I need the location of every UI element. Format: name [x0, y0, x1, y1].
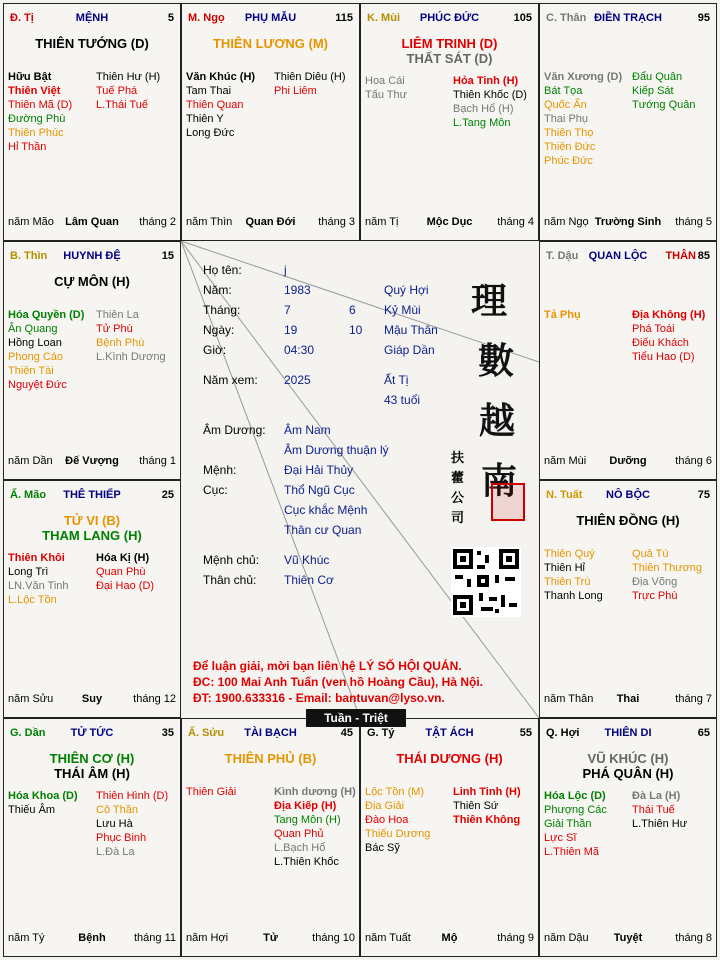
- value-menh-chu: Vũ Khúc: [284, 553, 330, 567]
- palace-hoi[interactable]: [539, 718, 717, 957]
- palace-mao[interactable]: [3, 480, 181, 718]
- minor-star: Thiên Phúc: [8, 127, 64, 139]
- label-than-chu: Thân chủ:: [203, 573, 257, 587]
- left-stars-column: [544, 308, 581, 322]
- main-stars: [182, 751, 359, 766]
- minor-star: Thiên Giải: [186, 786, 237, 798]
- palace-branch: C. Thân: [546, 12, 587, 24]
- main-stars: [361, 36, 538, 66]
- label-menh-chu: Mệnh chủ:: [203, 553, 260, 567]
- minor-star: Thiên Khôi: [8, 552, 65, 564]
- palace-header: [188, 12, 353, 26]
- palace-number: 95: [697, 12, 710, 24]
- minor-star: Tướng Quân: [632, 99, 696, 111]
- minor-star: Kiếp Sát: [632, 85, 674, 97]
- minor-star: L.Đà La: [96, 846, 135, 858]
- palace-branch: T. Dậu: [546, 250, 579, 262]
- value-menh: Đại Hải Thủy: [284, 463, 354, 477]
- right-stars-column: [96, 70, 160, 112]
- minor-star: Tả Phụ: [544, 309, 581, 321]
- palace-header: [10, 12, 174, 26]
- palace-header: [546, 727, 710, 741]
- footer-stage: Thai: [616, 693, 640, 705]
- footer-year: năm Hợi: [186, 932, 229, 944]
- footer-stage: Dưỡng: [609, 455, 647, 467]
- right-stars-column: [274, 785, 356, 869]
- minor-star: Đào Hoa: [365, 814, 409, 826]
- minor-star: Phục Binh: [96, 832, 147, 844]
- main-star: THIÊN PHỦ (B): [224, 751, 317, 766]
- left-stars-column: [8, 789, 78, 817]
- value-nam-xem: 2025: [284, 373, 311, 387]
- calligraphy-char-1: 理: [471, 280, 508, 322]
- label-nam-xem: Năm xem:: [203, 373, 258, 387]
- right-stars-column: [632, 789, 687, 831]
- minor-star: Hỉ Thần: [8, 141, 47, 153]
- minor-star: Địa Không (H): [632, 309, 706, 321]
- value-cuc-3: Thân cư Quan: [284, 523, 362, 537]
- minor-star: L.Bạch Hổ: [274, 842, 326, 854]
- footer-year: năm Dậu: [544, 932, 589, 944]
- left-stars-column: [8, 308, 84, 392]
- palace-branch: G. Dần: [10, 727, 46, 739]
- palace-name: MỆNH: [75, 12, 109, 24]
- left-stars-column: [544, 789, 607, 859]
- palace-branch: Ấ. Sửu: [188, 727, 225, 739]
- minor-star: Quả Tú: [632, 548, 669, 560]
- value-gio-can: Giáp Dần: [384, 343, 435, 357]
- left-stars-column: [544, 547, 603, 603]
- minor-star: Phượng Các: [544, 804, 607, 816]
- value-ho-ten: j: [284, 263, 287, 277]
- palace-header: [188, 727, 353, 741]
- minor-star: Thiên Đức: [544, 141, 596, 153]
- palace-name: PHỤ MẪU: [244, 12, 297, 24]
- main-star: VŨ KHÚC (H): [587, 751, 669, 766]
- minor-star: L.Thiên Hư: [632, 818, 688, 830]
- footer-year: năm Sửu: [8, 693, 54, 705]
- left-stars-column: [8, 70, 72, 154]
- label-am-duong: Âm Dương:: [203, 423, 266, 437]
- main-stars: [4, 274, 180, 289]
- minor-star: Hỏa Tinh (H): [453, 75, 519, 87]
- palace-footer: [544, 216, 712, 230]
- palace-number: 15: [161, 250, 174, 262]
- minor-star: Hồng Loan: [8, 337, 62, 349]
- main-stars: [182, 36, 359, 51]
- footer-month: tháng 1: [139, 455, 176, 467]
- palace-number: 75: [697, 489, 710, 501]
- palace-branch: M. Ngọ: [188, 12, 225, 24]
- palace-footer: [8, 216, 176, 230]
- minor-star: L.Lộc Tồn: [8, 594, 57, 606]
- value-than-chu: Thiên Cơ: [284, 573, 334, 587]
- palace-number: 55: [519, 727, 532, 739]
- minor-star: Tử Phù: [96, 323, 133, 335]
- left-stars-column: [544, 70, 622, 168]
- minor-star: L.Kình Dương: [96, 351, 166, 363]
- minor-star: Hữu Bật: [8, 71, 52, 83]
- small-char-2: 藿: [451, 471, 465, 486]
- palace-name: TỬ TỨC: [70, 727, 114, 739]
- palace-header: [546, 12, 710, 26]
- value-am-duong-2: Âm Dương thuận lý: [284, 443, 389, 457]
- palace-ti[interactable]: [3, 3, 181, 241]
- main-stars: [4, 751, 180, 781]
- minor-star: Đẩu Quân: [632, 71, 683, 83]
- palace-thin[interactable]: [3, 241, 181, 480]
- tuan-triet-label: Tuần - Triệt: [306, 709, 406, 727]
- palace-number: 5: [167, 12, 174, 24]
- minor-star: Trực Phù: [632, 590, 678, 602]
- main-star: CỰ MÔN (H): [54, 274, 130, 289]
- minor-star: Thiên Trù: [544, 576, 591, 588]
- right-stars-column: [96, 551, 154, 593]
- minor-star: Thiên Không: [453, 814, 521, 826]
- calligraphy-char-2: 數: [478, 340, 515, 382]
- main-star: THẤT SÁT (D): [406, 51, 493, 66]
- minor-star: Đường Phù: [8, 113, 66, 125]
- palace-header: [367, 12, 532, 26]
- right-stars-column: [632, 308, 705, 364]
- palace-header: [546, 489, 710, 503]
- minor-star: Lưu Hà: [96, 818, 133, 830]
- calligraphy-char-3: 越: [479, 400, 516, 442]
- contact-line-1: Để luận giải, mời bạn liên hệ LÝ SỐ HỘI QUÁN.: [193, 659, 462, 673]
- minor-star: Địa Kiếp (H): [274, 800, 337, 812]
- main-star: PHÁ QUÂN (H): [582, 766, 674, 781]
- footer-stage: Suy: [81, 693, 103, 705]
- minor-star: Giải Thần: [544, 818, 592, 830]
- palace-ngo[interactable]: [181, 3, 360, 241]
- palace-than[interactable]: [539, 3, 717, 241]
- footer-year: năm Mão: [8, 216, 54, 228]
- value-cuc-2: Cục khắc Mệnh: [284, 503, 368, 517]
- minor-star: Đà La (H): [632, 790, 681, 802]
- minor-star: Tấu Thư: [365, 89, 408, 101]
- left-stars-column: [186, 785, 236, 799]
- minor-star: LN.Văn Tinh: [8, 580, 69, 592]
- minor-star: Thiên Thọ: [544, 127, 594, 139]
- minor-star: Phá Toái: [632, 323, 675, 335]
- right-stars-column: [632, 70, 696, 112]
- red-seal-icon: [491, 483, 525, 521]
- palace-number: 105: [513, 12, 532, 24]
- minor-star: Điếu Khách: [632, 337, 689, 349]
- minor-star: Tam Thai: [186, 85, 232, 97]
- footer-year: năm Dần: [8, 455, 53, 467]
- palace-tuat[interactable]: [539, 480, 717, 718]
- minor-star: Văn Xương (D): [544, 71, 623, 83]
- footer-year: năm Thân: [544, 693, 594, 705]
- palace-branch: G. Tý: [367, 727, 395, 739]
- palace-name: THÊ THIẾP: [63, 489, 121, 501]
- palace-footer: [544, 455, 712, 469]
- main-stars: [4, 36, 180, 51]
- palace-footer: [365, 216, 534, 230]
- footer-month: tháng 4: [497, 216, 534, 228]
- palace-footer: [8, 932, 176, 946]
- right-stars-column: [453, 74, 527, 130]
- calligraphy-char-4: 南: [481, 460, 518, 502]
- right-stars-column: [453, 785, 521, 827]
- footer-year: năm Tị: [365, 216, 399, 228]
- minor-star: Thiên Quan: [186, 99, 244, 111]
- palace-branch: Đ. Tị: [10, 12, 34, 24]
- footer-stage: Bệnh: [78, 932, 106, 944]
- palace-footer: [186, 932, 355, 946]
- value-thang-am: 6: [349, 303, 356, 317]
- footer-month: tháng 11: [133, 932, 176, 944]
- minor-star: Tang Môn (H): [274, 814, 341, 826]
- minor-star: Thiên Sứ: [453, 800, 499, 812]
- palace-name: PHÚC ĐỨC: [419, 12, 480, 24]
- minor-star: Hóa Kị (H): [96, 552, 150, 564]
- palace-mui[interactable]: [360, 3, 539, 241]
- footer-month: tháng 12: [133, 693, 176, 705]
- minor-star: Tiểu Hao (D): [632, 351, 695, 363]
- main-star: THIÊN LƯƠNG (M): [212, 36, 329, 51]
- minor-star: Phong Cáo: [8, 351, 64, 363]
- main-star: THÁI ÂM (H): [54, 766, 130, 781]
- minor-star: L.Thiên Mã: [544, 846, 600, 858]
- minor-star: Thiên Hỉ: [544, 562, 585, 574]
- minor-star: Long Trì: [8, 566, 49, 578]
- footer-year: năm Mùi: [544, 455, 587, 467]
- footer-year: năm Tuất: [365, 932, 411, 944]
- left-stars-column: [8, 551, 69, 607]
- value-thang-can: Kỷ Mùi: [384, 303, 421, 317]
- minor-star: Thiên Diêu (H): [274, 71, 346, 83]
- minor-star: Thanh Long: [544, 590, 603, 602]
- palace-footer: [544, 932, 712, 946]
- palace-name: THIÊN DI: [604, 727, 652, 739]
- small-char-4: 司: [451, 511, 465, 526]
- minor-star: Văn Khúc (H): [186, 71, 256, 83]
- minor-star: Thiên Hình (D): [96, 790, 169, 802]
- minor-star: Long Đức: [186, 127, 235, 139]
- footer-stage: Tử: [263, 932, 278, 944]
- palace-number: 25: [161, 489, 174, 501]
- palace-header: [546, 250, 710, 264]
- palace-name: TẬT ÁCH: [425, 727, 474, 739]
- minor-star: Nguyệt Đức: [8, 379, 67, 391]
- footer-stage: Lâm Quan: [65, 216, 119, 228]
- value-ngay-am: 10: [349, 323, 363, 337]
- footer-stage: Đế Vượng: [65, 455, 119, 467]
- minor-star: Thái Tuế: [632, 804, 675, 816]
- small-char-1: 扶: [451, 451, 465, 466]
- minor-star: Địa Võng: [632, 576, 678, 588]
- contact-line-2: ĐC: 100 Mai Anh Tuấn (ven hồ Hoàng Cầu), Hà Nội.: [193, 675, 484, 689]
- palace-footer: [186, 216, 355, 230]
- value-gio: 04:30: [284, 343, 315, 357]
- main-stars: [361, 751, 538, 766]
- footer-stage: Quan Đới: [245, 216, 296, 228]
- footer-year: năm Tý: [8, 932, 45, 944]
- minor-star: Bát Tọa: [544, 85, 583, 97]
- palace-number: 35: [161, 727, 174, 739]
- label-cuc: Cục:: [203, 483, 228, 497]
- footer-month: tháng 2: [139, 216, 176, 228]
- value-nam-xem-can: Ất Tị: [384, 373, 409, 387]
- palace-name: TÀI BẠCH: [244, 727, 297, 739]
- minor-star: Thiếu Âm: [8, 804, 56, 816]
- minor-star: Cô Thần: [96, 804, 138, 816]
- footer-month: tháng 5: [675, 216, 712, 228]
- minor-star: Bác Sỹ: [365, 842, 400, 854]
- minor-star: L.Thiên Khốc: [274, 856, 339, 868]
- minor-star: Lộc Tồn (M): [365, 786, 425, 798]
- palace-number: 85: [697, 250, 710, 262]
- value-am-duong: Âm Nam: [284, 423, 331, 437]
- minor-star: Hóa Lộc (D): [544, 790, 606, 802]
- minor-star: Phúc Đức: [544, 155, 593, 167]
- footer-stage: Tuyệt: [613, 932, 643, 944]
- minor-star: Thiên La: [96, 309, 139, 321]
- footer-stage: Trường Sinh: [594, 216, 662, 228]
- minor-star: L.Thái Tuế: [96, 99, 148, 111]
- footer-month: tháng 7: [675, 693, 712, 705]
- footer-stage: Mộc Dục: [426, 216, 473, 228]
- main-star: TỬ VI (B): [63, 513, 121, 528]
- minor-star: Thiên Việt: [8, 85, 61, 97]
- palace-header: [10, 250, 174, 264]
- main-stars: [540, 751, 716, 781]
- minor-star: Tuế Phá: [96, 85, 138, 97]
- minor-star: Thiên Khốc (D): [453, 89, 527, 101]
- palace-name: ĐIỀN TRẠCH: [594, 12, 662, 24]
- minor-star: Thiên Mã (D): [8, 99, 73, 111]
- footer-year: năm Thìn: [186, 216, 233, 228]
- minor-star: L.Tang Môn: [453, 117, 511, 129]
- right-stars-column: [632, 547, 702, 603]
- minor-star: Phi Liêm: [274, 85, 317, 97]
- label-ho-ten: Họ tên:: [203, 263, 242, 277]
- minor-star: Đại Hao (D): [96, 580, 155, 592]
- palace-branch: B. Thìn: [10, 250, 48, 262]
- left-stars-column: [365, 74, 407, 102]
- left-stars-column: [365, 785, 430, 855]
- minor-star: Thiên Quý: [544, 548, 595, 560]
- palace-name: HUYNH ĐỆ: [63, 250, 121, 262]
- palace-number: 45: [340, 727, 353, 739]
- minor-star: Quan Phù: [96, 566, 146, 578]
- palace-footer: [544, 693, 712, 707]
- palace-number: 65: [697, 727, 710, 739]
- minor-star: Hóa Khoa (D): [8, 790, 78, 802]
- value-nam-can: Quý Hợi: [384, 283, 429, 297]
- footer-month: tháng 3: [318, 216, 355, 228]
- palace-footer: [8, 455, 176, 469]
- label-thang: Tháng:: [203, 303, 241, 317]
- footer-month: tháng 8: [675, 932, 712, 944]
- minor-star: Quan Phủ: [274, 828, 324, 840]
- minor-star: Lực Sĩ: [544, 832, 577, 844]
- minor-star: Bạch Hổ (H): [453, 103, 514, 115]
- value-nam: 1983: [284, 283, 311, 297]
- palace-ty[interactable]: [360, 718, 539, 957]
- value-ngay: 19: [284, 323, 298, 337]
- minor-star: Thiên Thương: [632, 562, 703, 574]
- palace-suu[interactable]: [181, 718, 360, 957]
- value-cuc: Thổ Ngũ Cục: [284, 483, 355, 497]
- footer-month: tháng 6: [675, 455, 712, 467]
- minor-star: Thiên Hư (H): [96, 71, 161, 83]
- palace-branch: N. Tuất: [546, 489, 583, 501]
- left-stars-column: [186, 70, 255, 140]
- minor-star: Quốc Ấn: [544, 99, 587, 111]
- footer-year: năm Ngọ: [544, 216, 589, 228]
- minor-star: Địa Giải: [365, 800, 405, 812]
- right-stars-column: [96, 789, 168, 859]
- right-stars-column: [274, 70, 346, 98]
- palace-number: 115: [335, 12, 353, 24]
- minor-star: Thai Phụ: [544, 113, 589, 125]
- minor-star: Hoa Cái: [365, 75, 405, 87]
- footer-month: tháng 10: [312, 932, 355, 944]
- minor-star: Hóa Quyền (D): [8, 309, 85, 321]
- main-star: THIÊN ĐỒNG (H): [576, 513, 680, 528]
- value-tuoi: 43 tuổi: [384, 393, 421, 407]
- main-star: THIÊN CƠ (H): [49, 751, 135, 766]
- palace-header: [367, 727, 532, 741]
- main-star: LIÊM TRINH (D): [401, 36, 498, 51]
- small-char-3: 公: [451, 491, 465, 506]
- minor-star: Bệnh Phù: [96, 337, 145, 349]
- right-stars-column: [96, 308, 166, 364]
- minor-star: Thiên Y: [186, 113, 224, 125]
- qr-code-icon[interactable]: [451, 547, 521, 617]
- value-thang: 7: [284, 303, 291, 317]
- minor-star: Kình dương (H): [274, 786, 356, 798]
- main-star: THIÊN TƯỚNG (D): [35, 36, 149, 51]
- contact-line-3[interactable]: ĐT: 1900.633316 - Email: bantuvan@lyso.vn.: [193, 691, 445, 705]
- palace-branch: K. Mùi: [367, 12, 400, 24]
- palace-branch: Ấ. Mão: [10, 489, 47, 501]
- palace-header: [10, 489, 174, 503]
- main-stars: [4, 513, 180, 543]
- main-star: THAM LANG (H): [42, 528, 142, 543]
- minor-star: Ân Quang: [8, 323, 58, 335]
- main-stars: [540, 513, 716, 528]
- main-star: THÁI DƯƠNG (H): [396, 751, 503, 766]
- minor-star: Linh Tinh (H): [453, 786, 521, 798]
- palace-header: [10, 727, 174, 741]
- center-panel: [181, 241, 539, 718]
- palace-dan[interactable]: [3, 718, 181, 957]
- minor-star: Thiên Tài: [8, 365, 54, 377]
- label-menh: Mệnh:: [203, 463, 237, 477]
- palace-dau[interactable]: [539, 241, 717, 480]
- palace-name: QUAN LỘC: [588, 250, 648, 262]
- than-marker: THÂN: [665, 250, 696, 262]
- footer-month: tháng 9: [497, 932, 534, 944]
- label-ngay: Ngày:: [203, 323, 235, 337]
- minor-star: Thiếu Dương: [365, 828, 431, 840]
- palace-name: NÔ BỘC: [606, 489, 650, 501]
- value-ngay-can: Mậu Thân: [384, 323, 438, 337]
- label-nam: Năm:: [203, 283, 232, 297]
- footer-stage: Mộ: [441, 932, 458, 944]
- palace-branch: Q. Hợi: [546, 727, 580, 739]
- label-gio: Giờ:: [203, 343, 227, 357]
- palace-footer: [365, 932, 534, 946]
- palace-footer: [8, 693, 176, 707]
